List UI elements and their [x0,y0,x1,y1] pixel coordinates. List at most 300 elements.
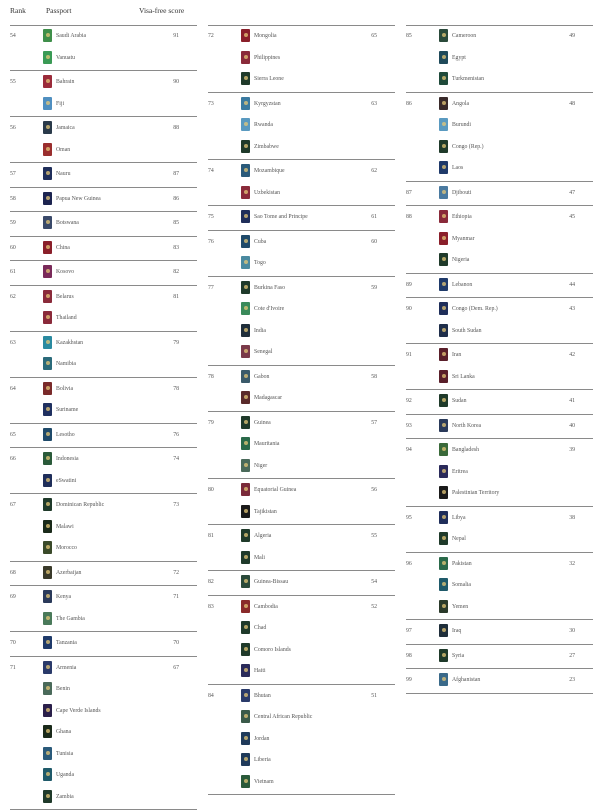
table-row [406,229,593,251]
country-name: Azerbaijan [56,570,81,576]
country-name: Burundi [452,122,471,128]
table-row [406,321,593,343]
rank-value: 65 [10,432,16,438]
table-row [208,772,395,794]
rank-header: Rank [10,6,26,15]
country-name: The Gambia [56,616,85,622]
passport-cover-icon [439,511,448,524]
country-name: Cape Verde Islands [56,708,101,714]
country-name: Suriname [56,407,78,413]
country-name: Angola [452,101,469,107]
table-row [406,250,593,272]
rank-group [406,507,593,553]
table-row [208,253,395,275]
country-name: Congo (Dem. Rep.) [452,306,498,312]
rank-group [10,25,197,71]
passport-cover-icon [439,161,448,174]
visa-free-score: 73 [173,502,179,508]
table-row [406,575,593,597]
rank-value: 71 [10,665,16,671]
country-name: Djibouti [452,190,471,196]
rank-group [406,390,593,415]
ranking-column-1 [10,25,197,810]
country-name: Uganda [56,772,74,778]
visa-free-score: 86 [173,196,179,202]
passport-cover-icon [43,768,52,781]
country-name: Dominican Republic [56,502,104,508]
passport-cover-icon [241,281,250,294]
table-row [10,744,197,766]
passport-cover-icon [439,210,448,223]
country-name: Zambia [56,794,74,800]
passport-cover-icon [43,167,52,180]
passport-cover-icon [439,278,448,291]
country-name: Turkmenistan [452,76,484,82]
passport-cover-icon [439,324,448,337]
rank-value: 92 [406,398,412,404]
country-name: Morocco [56,545,77,551]
rank-value: 56 [10,125,16,131]
passport-cover-icon [241,689,250,702]
visa-free-score: 45 [569,214,575,220]
table-row [406,345,593,367]
country-name: Equatorial Guinea [254,487,296,493]
rank-value: 82 [208,579,214,585]
passport-cover-icon [439,673,448,686]
visa-free-score: 48 [569,101,575,107]
passport-cover-icon [43,121,52,134]
rank-group [10,286,197,332]
passport-cover-icon [241,575,250,588]
table-row [208,26,395,48]
rank-value: 90 [406,306,412,312]
table-row [406,275,593,297]
table-row [406,26,593,48]
country-name: Fiji [56,101,64,107]
country-name: Rwanda [254,122,273,128]
rank-group [406,439,593,507]
country-name: Vietnam [254,779,274,785]
country-name: Jamaica [56,125,75,131]
passport-cover-icon [43,311,52,324]
rank-group [406,415,593,440]
passport-cover-icon [241,416,250,429]
rank-group [10,378,197,424]
rank-group [406,274,593,299]
passport-cover-icon [241,643,250,656]
rank-value: 73 [208,101,214,107]
table-row [208,115,395,137]
visa-free-score: 42 [569,352,575,358]
rank-value: 95 [406,515,412,521]
visa-free-score: 32 [569,561,575,567]
rank-value: 80 [208,487,214,493]
country-name: Liberia [254,757,271,763]
visa-free-score: 62 [371,168,377,174]
country-name: Yemen [452,604,468,610]
passport-cover-icon [241,664,250,677]
rank-value: 79 [208,420,214,426]
passport-cover-icon [43,403,52,416]
passport-cover-icon [439,600,448,613]
passport-cover-icon [439,348,448,361]
table-row [10,238,197,260]
table-row [406,462,593,484]
country-name: Lesotho [56,432,75,438]
visa-free-score: 52 [371,604,377,610]
visa-free-score: 49 [569,33,575,39]
table-row [10,787,197,809]
passport-cover-icon [43,192,52,205]
visa-free-score: 67 [173,665,179,671]
table-row [208,526,395,548]
table-row [208,661,395,683]
country-name: Burkina Faso [254,285,285,291]
country-name: Thailand [56,315,77,321]
table-row [208,183,395,205]
rank-value: 63 [10,340,16,346]
visa-free-score: 54 [371,579,377,585]
passport-cover-icon [241,505,250,518]
country-name: Egypt [452,55,466,61]
rank-group [406,344,593,390]
visa-free-score: 56 [371,487,377,493]
rank-value: 75 [208,214,214,220]
table-row [10,538,197,560]
passport-cover-icon [439,394,448,407]
visa-free-score: 82 [173,269,179,275]
visa-free-score: 87 [173,171,179,177]
visa-free-score: 90 [173,79,179,85]
rank-group [208,277,395,366]
table-row [10,379,197,401]
rank-group [406,553,593,621]
rank-group [10,586,197,632]
table-row [10,333,197,355]
country-name: Papua New Guinea [56,196,101,202]
table-row [208,597,395,619]
table-row [10,701,197,723]
country-name: Niger [254,463,267,469]
table-row [208,321,395,343]
passport-cover-icon [241,753,250,766]
country-name: Congo (Rep.) [452,144,484,150]
rank-value: 86 [406,101,412,107]
rank-value: 69 [10,594,16,600]
country-name: Saudi Arabia [56,33,86,39]
rank-group [208,160,395,206]
passport-cover-icon [241,140,250,153]
table-row [406,48,593,70]
rank-group [208,231,395,277]
country-name: Iraq [452,628,461,634]
country-name: Comoro Islands [254,647,291,653]
rank-group [406,645,593,670]
table-row [10,213,197,235]
rank-group [10,212,197,237]
passport-cover-icon [241,210,250,223]
rank-group [208,366,395,412]
table-row [406,207,593,229]
rank-value: 74 [208,168,214,174]
passport-cover-icon [43,725,52,738]
passport-cover-icon [439,370,448,383]
rank-value: 76 [208,239,214,245]
rank-value: 68 [10,570,16,576]
visa-free-score: 83 [173,245,179,251]
rank-group [208,412,395,480]
visa-free-score: 30 [569,628,575,634]
rank-value: 55 [10,79,16,85]
table-row [208,572,395,594]
rank-group [208,479,395,525]
rank-value: 58 [10,196,16,202]
country-name: Mauritania [254,441,279,447]
visa-free-score: 41 [569,398,575,404]
passport-cover-icon [43,541,52,554]
country-name: Nepal [452,536,466,542]
rank-value: 77 [208,285,214,291]
rank-value: 59 [10,220,16,226]
table-row [10,658,197,680]
table-row [208,686,395,708]
rank-group [10,562,197,587]
passport-cover-icon [241,391,250,404]
passport-cover-icon [241,186,250,199]
passport-cover-icon [43,452,52,465]
passport-cover-icon [43,747,52,760]
rank-group [406,25,593,93]
table-row [406,646,593,668]
passport-cover-icon [439,443,448,456]
passport-cover-icon [241,256,250,269]
visa-free-score: 38 [569,515,575,521]
table-row [10,495,197,517]
visa-free-score: 71 [173,594,179,600]
table-row [10,48,197,70]
table-row [10,471,197,493]
passport-cover-icon [439,624,448,637]
country-name: Kosovo [56,269,74,275]
table-row [10,287,197,309]
country-name: Kyrgyzstan [254,101,281,107]
country-name: India [254,328,266,334]
passport-cover-icon [439,465,448,478]
rank-value: 88 [406,214,412,220]
passport-cover-icon [439,419,448,432]
rank-value: 85 [406,33,412,39]
visa-free-score: 51 [371,693,377,699]
table-row [208,707,395,729]
rank-group [10,332,197,378]
visa-free-score: 57 [371,420,377,426]
table-row [208,367,395,389]
table-row [208,434,395,456]
rank-value: 98 [406,653,412,659]
rank-group [406,669,593,694]
passport-cover-icon [43,97,52,110]
visa-free-score: 23 [569,677,575,683]
table-row [208,48,395,70]
passport-cover-icon [241,621,250,634]
passport-cover-icon [241,118,250,131]
country-name: Syria [452,653,464,659]
rank-group [10,424,197,449]
country-name: Gabon [254,374,269,380]
visa-free-score: 65 [371,33,377,39]
table-row [10,94,197,116]
table-row [10,189,197,211]
passport-cover-icon [241,235,250,248]
table-row [406,158,593,180]
table-row [406,299,593,321]
rank-value: 67 [10,502,16,508]
passport-cover-icon [43,474,52,487]
table-row [10,164,197,186]
table-row [10,354,197,376]
visa-free-score: 47 [569,190,575,196]
visa-free-score: 63 [371,101,377,107]
passport-cover-icon [43,566,52,579]
passport-cover-icon [241,437,250,450]
table-row [10,26,197,48]
passport-cover-icon [43,143,52,156]
visa-free-score: 78 [173,386,179,392]
table-row [208,69,395,91]
ranking-column-2 [208,25,395,795]
country-name: Malawi [56,524,74,530]
visa-free-score: 43 [569,306,575,312]
table-row [208,413,395,435]
country-name: Uzbekistan [254,190,280,196]
rank-value: 94 [406,447,412,453]
visa-free-score: 60 [371,239,377,245]
passport-cover-icon [241,302,250,315]
country-name: Sierra Leone [254,76,284,82]
passport-cover-icon [43,520,52,533]
rank-group [10,494,197,562]
country-name: Tunisia [56,751,73,757]
country-name: Vanuatu [56,55,75,61]
table-row [208,388,395,410]
rank-group [406,298,593,344]
table-row [406,554,593,576]
passport-cover-icon [241,164,250,177]
country-name: Mozambique [254,168,285,174]
visa-free-score: 27 [569,653,575,659]
rank-group [406,620,593,645]
country-name: Lebanon [452,282,472,288]
table-row [406,483,593,505]
country-name: Somalia [452,582,471,588]
rank-value: 84 [208,693,214,699]
table-row [406,670,593,692]
passport-cover-icon [241,370,250,383]
rank-value: 60 [10,245,16,251]
passport-cover-icon [439,302,448,315]
rank-value: 54 [10,33,16,39]
country-name: Botswana [56,220,79,226]
passport-cover-icon [43,428,52,441]
passport-cover-icon [439,232,448,245]
passport-cover-icon [241,72,250,85]
passport-cover-icon [241,459,250,472]
country-name: Belarus [56,294,74,300]
country-name: Bhutan [254,693,271,699]
rank-group [10,163,197,188]
country-name: Bolivia [56,386,73,392]
country-name: Central African Republic [254,714,312,720]
rank-group [208,206,395,231]
country-name: Bahrain [56,79,74,85]
rank-group [10,261,197,286]
passport-cover-icon [439,578,448,591]
table-row [208,137,395,159]
visa-free-score: 88 [173,125,179,131]
rank-value: 78 [208,374,214,380]
passport-cover-icon [241,775,250,788]
table-row [10,633,197,655]
rank-group [208,685,395,796]
passport-cover-icon [439,253,448,266]
table-row [10,563,197,585]
visa-free-score: 59 [371,285,377,291]
country-name: Madagascar [254,395,282,401]
rank-group [10,237,197,262]
country-name: Benin [56,686,70,692]
passport-cover-icon [241,483,250,496]
passport-cover-icon [439,97,448,110]
country-name: Chad [254,625,266,631]
table-row [10,609,197,631]
country-name: Afghanistan [452,677,480,683]
passport-cover-icon [241,97,250,110]
table-row [10,517,197,539]
country-name: Myanmar [452,236,475,242]
rank-group [208,596,395,685]
passport-cover-icon [43,357,52,370]
passport-cover-icon [43,661,52,674]
visa-free-score: 81 [173,294,179,300]
passport-cover-icon [439,186,448,199]
rank-group [10,188,197,213]
country-name: North Korea [452,423,481,429]
rank-group [10,117,197,163]
country-name: Haiti [254,668,266,674]
table-row [10,587,197,609]
rank-value: 97 [406,628,412,634]
table-row [208,278,395,300]
passport-cover-icon [241,324,250,337]
country-name: Kazakhstan [56,340,83,346]
passport-cover-icon [43,241,52,254]
table-row [208,548,395,570]
rank-group [10,657,197,810]
ranking-column-3 [406,25,593,694]
passport-cover-icon [43,336,52,349]
rank-value: 57 [10,171,16,177]
country-name: Libya [452,515,466,521]
country-name: Nauru [56,171,71,177]
passport-cover-icon [43,51,52,64]
table-row [10,425,197,447]
table-row [208,232,395,254]
table-row [208,750,395,772]
passport-cover-icon [241,51,250,64]
rank-value: 89 [406,282,412,288]
passport-cover-icon [43,498,52,511]
country-name: Guinea-Bissau [254,579,288,585]
